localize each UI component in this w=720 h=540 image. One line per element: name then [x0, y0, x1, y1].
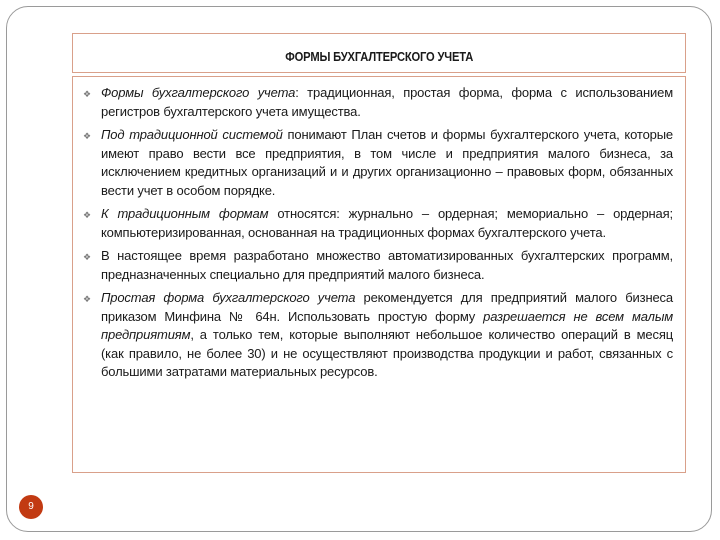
page-number-badge: 9: [19, 495, 43, 519]
bullet-text: Простая форма бухгалтерского учета рекомендуется для предприятий малого бизнеса приказом Минфина № 64н. Использовать простую форму разрешается не всем малым предприятиям, а только тем, которые выполняют небольшое количество операций в месяц (как правило, не более 30) и не осуществляют производства продукции и работ, связанных с большими затратами материальных ресурсов.: [101, 290, 673, 379]
italic-term: Формы бухгалтерского учета: [101, 85, 296, 100]
title-box: [72, 33, 686, 73]
bullet-text: Под традиционной системой понимают План счетов и формы бухгалтерского учета, которые имеют право вести все предприятия, в том числе и предприятия малого бизнеса, за исключением кредитных организаций и и других организационно – правовых форм, обязанных вести учет в особом порядке.: [101, 127, 673, 198]
list-item: [83, 289, 673, 382]
list-item: [83, 247, 673, 284]
list-item: [83, 84, 673, 121]
diamond-bullet-icon: ❖: [83, 252, 92, 262]
content-box: [72, 76, 686, 473]
italic-term: Простая форма бухгалтерского учета: [101, 290, 356, 305]
list-item: [83, 126, 673, 200]
list-item: [83, 205, 673, 242]
diamond-bullet-icon: ❖: [83, 294, 92, 304]
bullet-text: К традиционным формам относятся: журнально – ордерная; мемориально – ордерная; компьютеризированная, основанная на традиционных формах бухгалтерского учета.: [101, 206, 673, 240]
slide-title: ФОРМЫ БУХГАЛТЕРСКОГО УЧЕТА: [285, 48, 473, 64]
italic-term: Под традиционной системой: [101, 127, 283, 142]
diamond-bullet-icon: ❖: [83, 89, 92, 99]
italic-term: К традиционным формам: [101, 206, 269, 221]
bullet-text: В настоящее время разработано множество автоматизированных бухгалтерских программ, предназначенных специально для предприятий малого бизнеса.: [101, 248, 673, 282]
italic-term: разрешается не всем малым предприятиям: [101, 308, 673, 342]
diamond-bullet-icon: ❖: [83, 131, 92, 141]
bullet-list: [73, 77, 685, 382]
diamond-bullet-icon: ❖: [83, 210, 92, 220]
bullet-text: Формы бухгалтерского учета: традиционная, простая форма, форма с использованием регистров бухгалтерского учета имущества.: [101, 85, 673, 119]
